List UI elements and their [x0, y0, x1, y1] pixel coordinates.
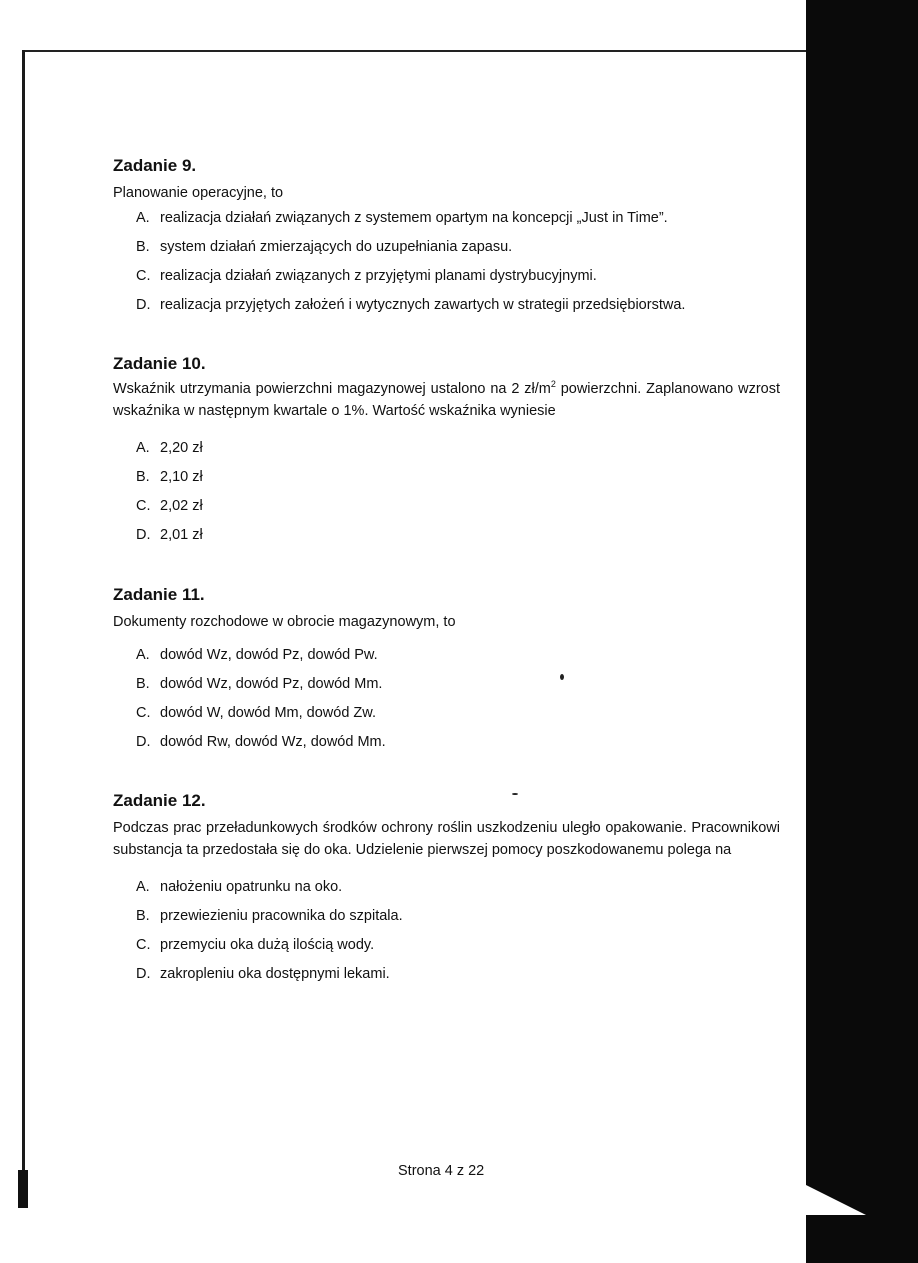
answer-option: C. dowód W, dowód Mm, dowód Zw.	[136, 705, 376, 721]
answer-list	[113, 434, 780, 550]
answer-option: D. zakropleniu oka dostępnymi lekami.	[136, 966, 390, 982]
task-10	[113, 354, 780, 550]
answer-option: A. dowód Wz, dowód Pz, dowód Pw.	[136, 647, 378, 663]
page-number: Strona 4 z 22	[398, 1163, 485, 1179]
answer-list	[113, 641, 780, 757]
answer-option: A. realizacja działań związanych z systemem opartym na koncepcji „Just in Time”.	[136, 210, 668, 226]
scan-edge-right	[806, 0, 918, 1263]
scan-blot	[18, 1170, 28, 1208]
answer-option: D. dowód Rw, dowód Wz, dowód Mm.	[136, 734, 386, 750]
task-question: Wskaźnik utrzymania powierzchni magazynowej ustalono na 2 $zł/m^2$ powierzchni. Zaplanowano wzrost wskaźnika w następnym kwartale o 1%. Wartość wskaźnika wyniesie	[113, 379, 780, 419]
answer-option: D. 2,01 zł	[136, 527, 203, 543]
answer-option: D. realizacja przyjętych założeń i wytycznych zawartych w strategii przedsiębiorstwa.	[136, 297, 686, 313]
task-question: Dokumenty rozchodowe w obrocie magazynowym, to	[113, 614, 456, 630]
task-question: Podczas prac przeładunkowych środków ochrony roślin uszkodzeniu uległo opakowanie. Pracownikowi substancja ta przedostała się do oka. Udzielenie pierwszej pomocy poszkodowanemu polega na	[113, 820, 780, 858]
task-12	[113, 791, 780, 989]
task-title: Zadanie 12.	[113, 791, 206, 810]
answer-option: C. przemyciu oka dużą ilością wody.	[136, 937, 375, 953]
task-9	[113, 156, 780, 320]
task-title: Zadanie 10.	[113, 354, 206, 373]
answer-option: A. nałożeniu opatrunku na oko.	[136, 879, 343, 895]
task-title: Zadanie 11.	[113, 585, 205, 604]
answer-option: B. przewiezieniu pracownika do szpitala.	[136, 908, 403, 924]
scan-edge-top	[22, 50, 806, 52]
answer-option: B. system działań zmierzających do uzupełniania zapasu.	[136, 239, 513, 255]
task-title: Zadanie 9.	[113, 156, 197, 175]
task-question: Planowanie operacyjne, to	[113, 185, 284, 201]
answer-option: A. 2,20 zł	[136, 440, 203, 456]
scan-edge-left	[22, 50, 25, 1205]
answer-list	[113, 204, 780, 320]
answer-option: C. realizacja działań związanych z przyjętymi planami dystrybucyjnymi.	[136, 268, 597, 284]
answer-option: B. 2,10 zł	[136, 469, 203, 485]
answer-list	[113, 873, 780, 989]
answer-option: B. dowód Wz, dowód Pz, dowód Mm.	[136, 676, 383, 692]
task-11	[113, 585, 780, 757]
answer-option: C. 2,02 zł	[136, 498, 203, 514]
